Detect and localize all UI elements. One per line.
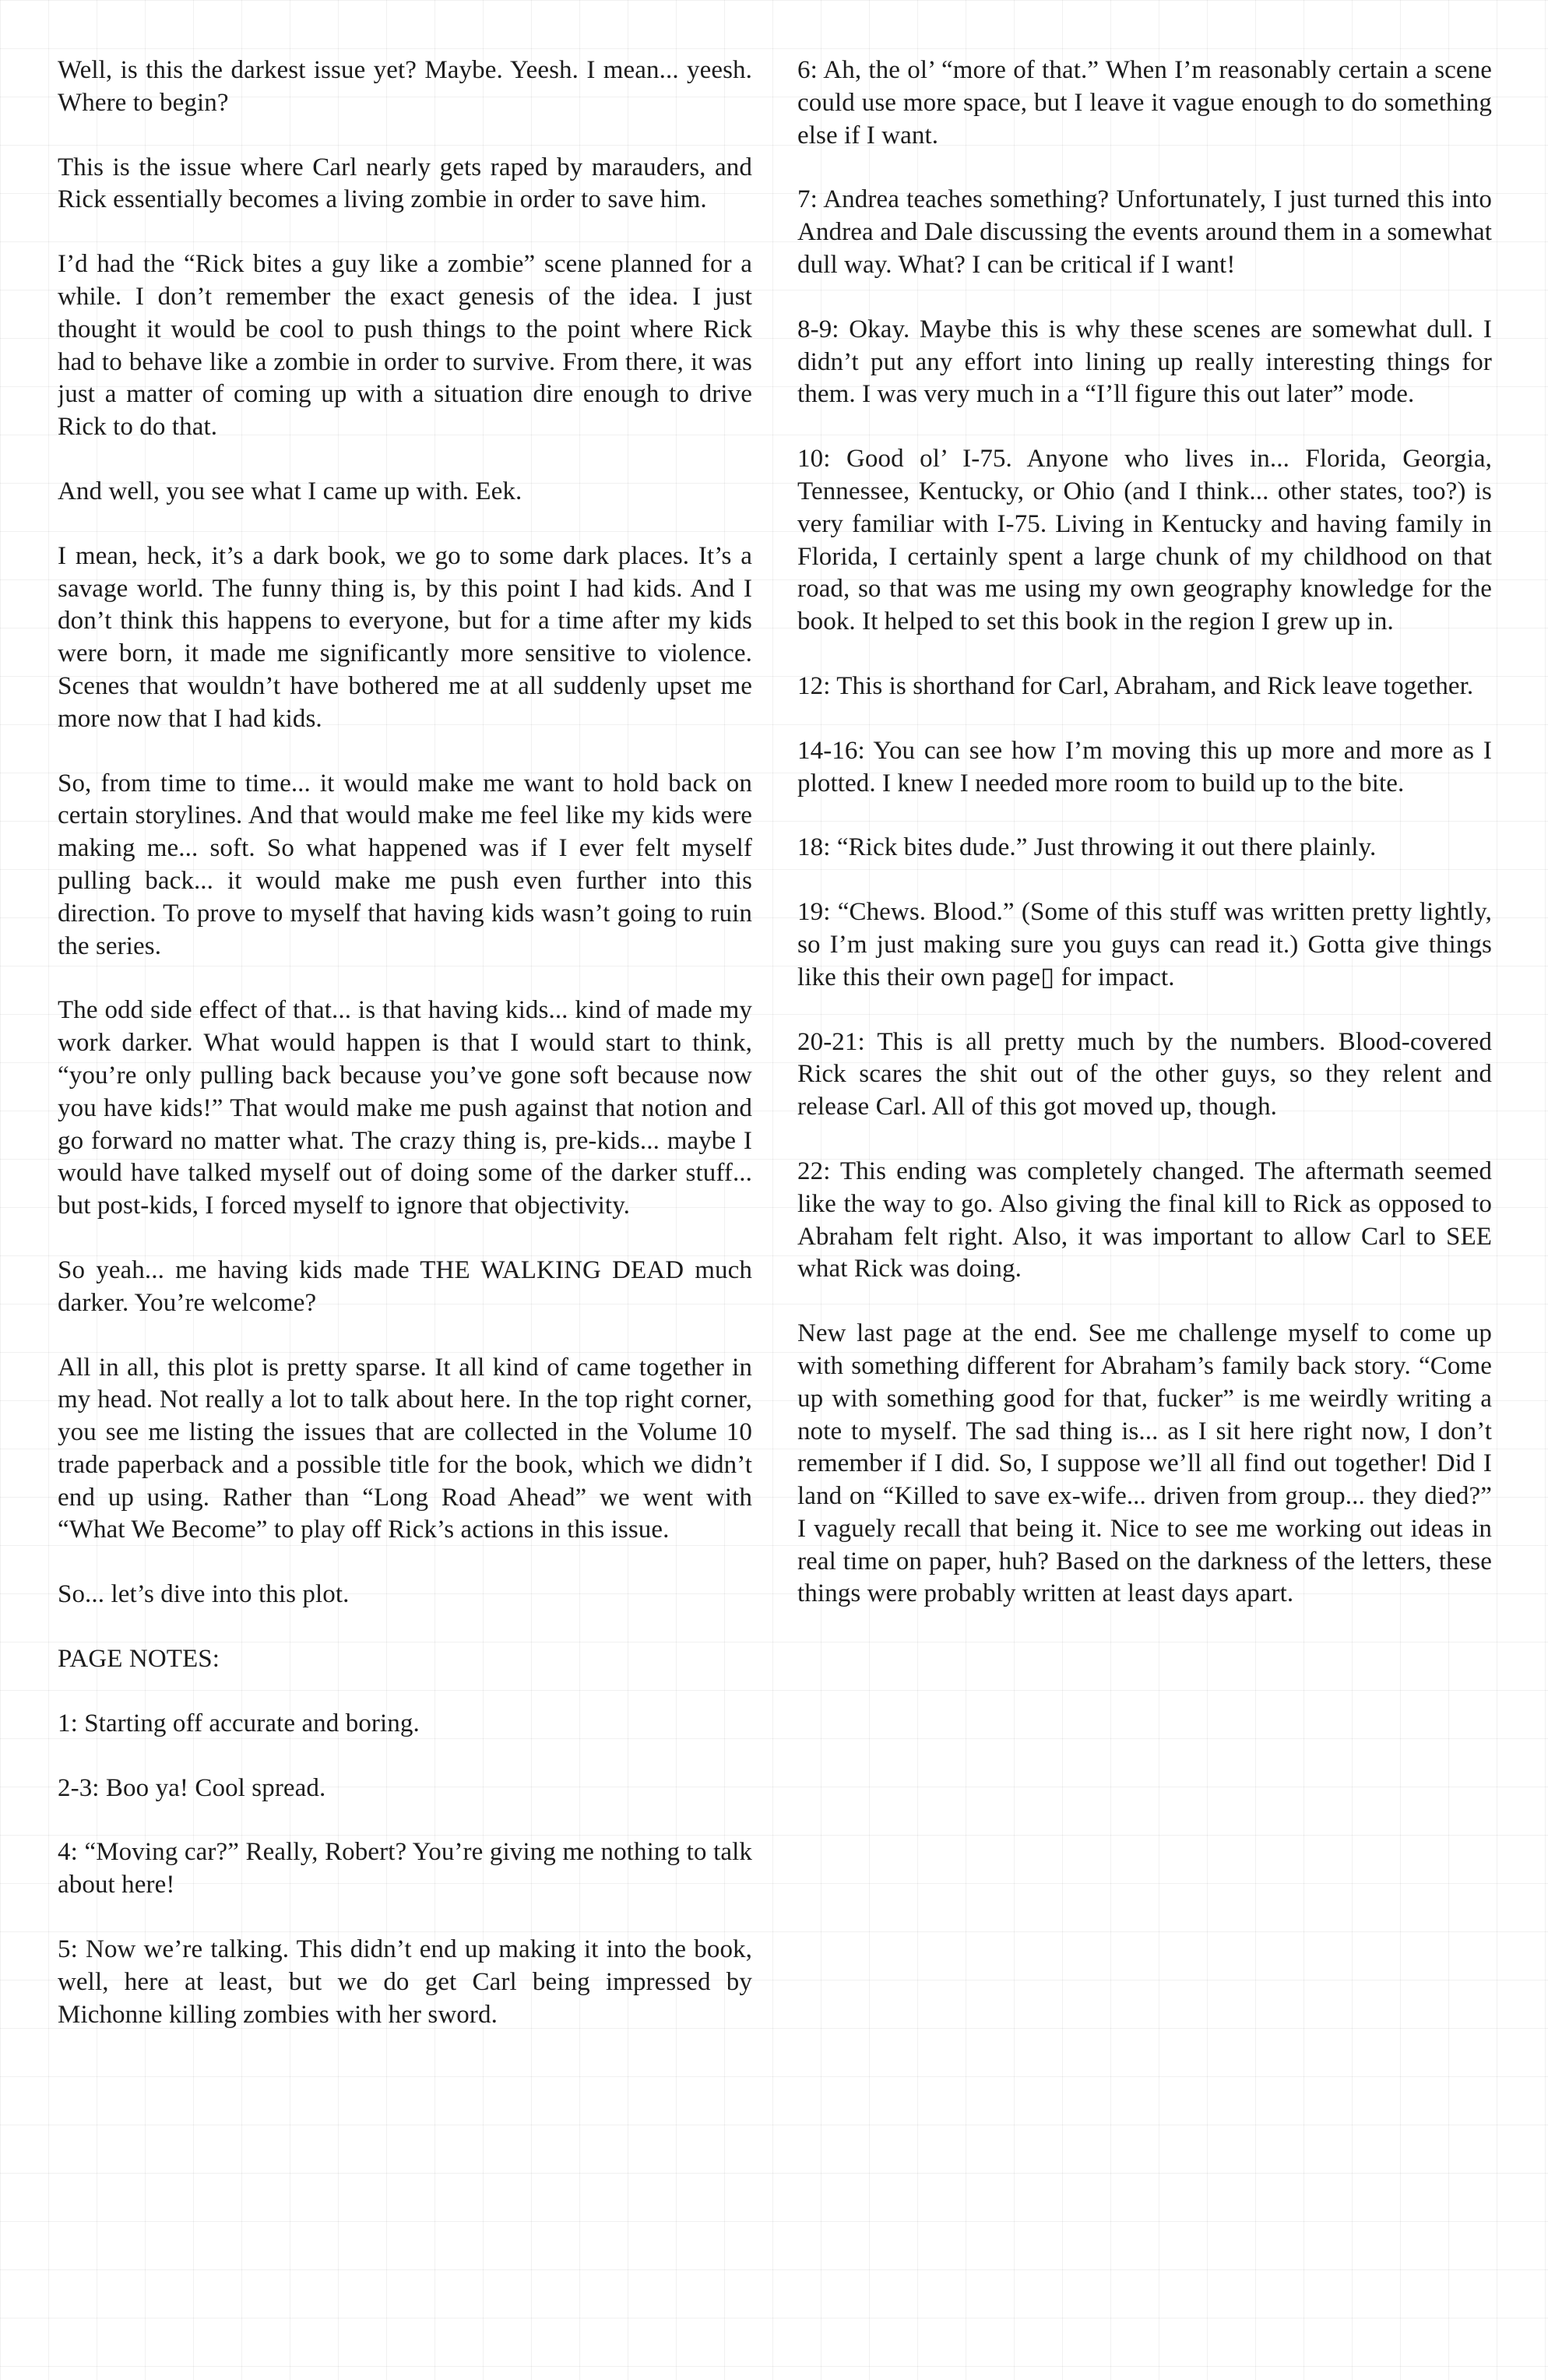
paragraph: Well, is this the darkest issue yet? Maybe. Yeesh. I mean... yeesh. Where to begin? [58,56,752,117]
paragraph: So... let’s dive into this plot. [58,1580,350,1609]
right-column [797,55,1492,2336]
page-note: 10: Good ol’ I-75. Anyone who lives in... Florida, Georgia, Tennessee, Kentucky, or Ohio (and I think... other states, too?) is very familiar with I-75. Living in Kentucky and having family in Florida, I certainly spent a large chunk of my childhood on that road, so that was me using my own geography knowledge for the book. It helped to set this book in the region I grew up in. [797,445,1492,636]
page-note: 12: This is shorthand for Carl, Abraham, and Rick leave together. [797,671,1474,700]
paragraph: And well, you see what I came up with. Eek. [58,477,522,505]
page-note: 19: “Chews. Blood.” (Some of this stuff was written pretty lightly, so I’m just making sure you guys can read it.) Gotta give things like this their own page▯ for impact. [797,898,1492,991]
paragraph: I mean, heck, it’s a dark book, we go to some dark places. It’s a savage world. The funny thing is, by this point I had kids. And I don’t think this happens to everyone, but for a time after my kids were born, it made me significantly more sensitive to violence. Scenes that wouldn’t have bothered me at all suddenly upset me more now that I had kids. [58,541,752,733]
section-heading: PAGE NOTES: [58,1645,220,1674]
paragraph: This is the issue where Carl nearly gets raped by marauders, and Rick essentially becomes a living zombie in order to save him. [58,153,752,214]
paragraph: So yeah... me having kids made THE WALKING DEAD much darker. You’re welcome? [58,1255,752,1317]
page-note: 7: Andrea teaches something? Unfortunately, I just turned this into Andrea and Dale discussing the events around them in a somewhat dull way. What? I can be critical if I want! [797,185,1492,279]
paragraph: New last page at the end. See me challenge myself to come up with something different for Abraham’s family back story. “Come up with something good for that, fucker” is me weirdly writing a note to myself. The sad thing is... as I sit here right now, I don’t remember if I did. So, I suppose we’ll all find out together! Did I land on “Killed to save ex-wife... driven from group... they died?” I vaguely recall that being it. Nice to see me working out ideas in real time on paper, huh? Based on the darkness of the letters, these things were probably written at least days apart. [797,1319,1492,1608]
page-note: 2-3: Boo ya! Cool spread. [58,1773,326,1802]
page-note: 18: “Rick bites dude.” Just throwing it out there plainly. [797,833,1377,862]
page-note: 1: Starting off accurate and boring. [58,1709,420,1737]
page-note: 20-21: This is all pretty much by the numbers. Blood-covered Rick scares the shit out of the other guys, so they relent and release Carl. All of this got moved up, though. [797,1027,1492,1121]
paragraph: So, from time to time... it would make me want to hold back on certain storylines. And that would make me feel like my kids were making me... soft. So what happened was if I ever felt myself pulling back... it would make me push even further into this direction. To prove to myself that having kids wasn’t going to ruin the series. [58,769,752,960]
paragraph: I’d had the “Rick bites a guy like a zombie” scene planned for a while. I don’t remember the exact genesis of the idea. I just thought it would be cool to push things to the point where Rick had to behave like a zombie in order to survive. From there, it was just a matter of coming up with a situation dire enough to drive Rick to do that. [58,250,752,442]
paragraph: All in all, this plot is pretty sparse. It all kind of came together in my head. Not really a lot to talk about here. In the top right corner, you see me listing the issues that are collected in the Volume 10 trade paperback and a possible title for the book, which we didn’t end up using. Rather than “Long Road Ahead” we went with “What We Become” to play off Rick’s actions in this issue. [58,1353,752,1544]
page-note: 22: This ending was completely changed. The aftermath seemed like the way to go. Also giving the final kill to Rick as opposed to Abraham felt right. Also, it was important to allow Carl to SEE what Rick was doing. [797,1157,1492,1283]
page-note: 5: Now we’re talking. This didn’t end up making it into the book, well, here at least, but we do get Carl being impressed by Michonne killing zombies with her sword. [58,1935,752,2029]
page-note: 6: Ah, the ol’ “more of that.” When I’m reasonably certain a scene could use more space, but I leave it vague enough to do something else if I want. [797,56,1492,150]
page-note: 4: “Moving car?” Really, Robert? You’re giving me nothing to talk about here! [58,1838,752,1899]
page-note: 14-16: You can see how I’m moving this up more and more as I plotted. I knew I needed more room to build up to the bite. [797,736,1492,797]
page-note: 8-9: Okay. Maybe this is why these scenes are somewhat dull. I didn’t put any effort into lining up really interesting things for them. I was very much in a “I’ll figure this out later” mode. [797,315,1492,409]
left-column [58,55,752,2336]
paragraph: The odd side effect of that... is that having kids... kind of made my work darker. What would happen is that I would start to think, “you’re only pulling back because you’ve gone soft because now you have kids!” That would make me push against that notion and go forward no matter what. The crazy thing is, pre-kids... maybe I would have talked myself out of doing some of the darker stuff... but post-kids, I forced myself to ignore that objectivity. [58,996,752,1220]
article-page [58,55,1492,2336]
